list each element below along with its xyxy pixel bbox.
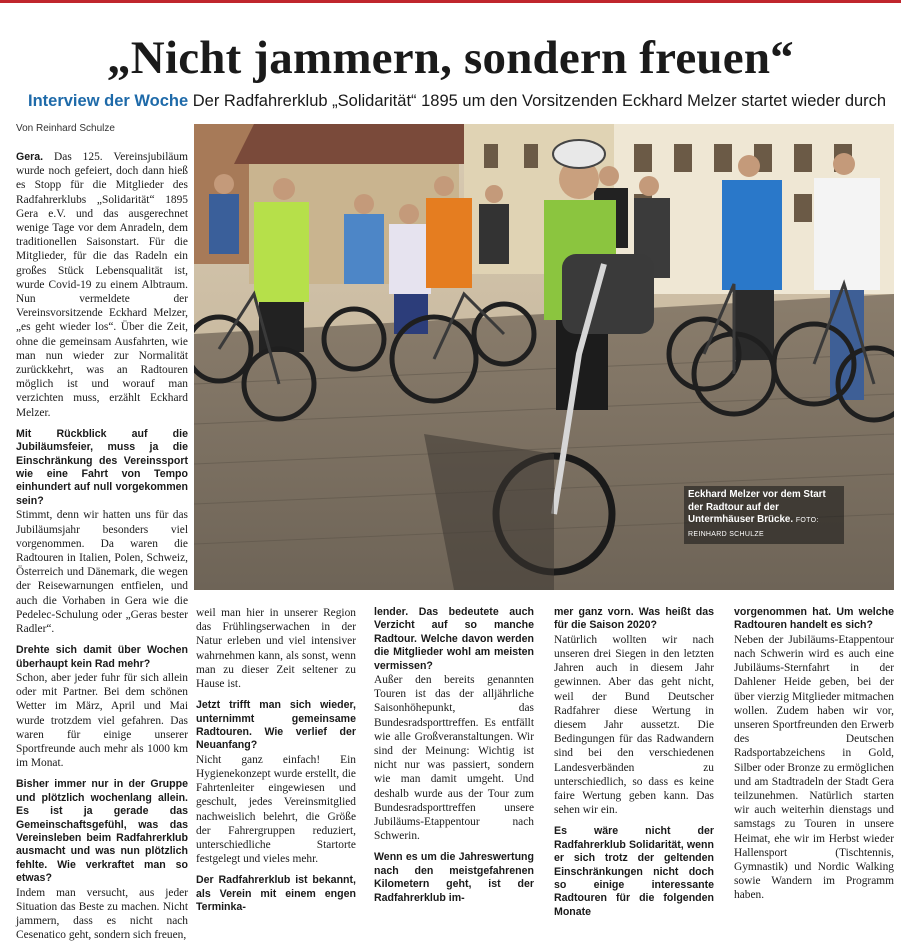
question-6-continued: mer ganz vorn. Was heißt das für die Saison 2020? xyxy=(554,606,714,632)
dateline: Gera. xyxy=(16,151,44,163)
article-column-1 xyxy=(16,150,188,942)
photo-caption xyxy=(684,486,844,544)
answer-4: Nicht ganz einfach! Ein Hygienekonzept wurde erstellt, die Fahrtenleiter eingewiesen und geschult, jedes Vereinsmitglied nachweislich belehrt, die Größe der Fahrergruppen reduziert, unterschiedliche Startorte festgelegt und vieles mehr. xyxy=(196,753,356,866)
question-3: Bisher immer nur in der Gruppe und plötzlich wochenlang allein. Es ist ja gerade das Gemeinschaftsgefühl, was das Vereinsleben beim Radfahrerklub ausmacht und was nun plötzlich fehlte. Wie verkraftet man so etwas? xyxy=(16,778,188,885)
question-5: Der Radfahrerklub ist bekannt, als Verein mit einem engen Terminka- xyxy=(196,874,356,914)
question-5-continued: lender. Das bedeutete auch Verzicht auf so manche Radtour. Welche davon werden die Mitglieder wohl am meisten vermissen? xyxy=(374,606,534,672)
question-4: Jetzt trifft man sich wieder, unternimmt gemeinsame Radtouren. Wie verlief der Neuanfang? xyxy=(196,699,356,752)
subheadline xyxy=(28,90,898,112)
question-2: Drehte sich damit über Wochen überhaupt kein Rad mehr? xyxy=(16,644,188,670)
answer-1: Stimmt, denn wir hatten uns für das Jubiläumsjahr besonders viel vorgenommen. Da waren die Radtouren in Italien, Polen, Schweiz, Österreich und Dänemark, die wegen der Reisewarnungen entfielen, und auch die Vorhaben in Gera wie die Pedelec-Schulung oder „Geras bester Radler“. xyxy=(16,509,188,635)
answer-6: Natürlich wollten wir nach unseren drei Siegen in den letzten Jahren auch in diesem Jahr gewinnen. Aber das geht nicht, weil der Bund Deutscher Radfahrer diese Wertung in diesem Jahr aussetzt. Die Bedingungen für das Radwandern sind bei den verschiedenen Landesverbänden zu unterschiedlich, so dass es keine faire Wertung geben kann. Das sehen wir ein. xyxy=(554,633,714,817)
answer-3: Indem man versucht, aus jeder Situation das Beste zu machen. Nicht jammern, dass es nicht nach Cesenatico geht, sondern sich freuen, xyxy=(16,886,188,942)
question-7: Es wäre nicht der Radfahrerklub Solidarität, wenn er sich trotz der geltenden Einschränkungen nicht doch so einige interessante Radtouren für die folgenden Monate xyxy=(554,825,714,918)
question-1: Mit Rückblick auf die Jubiläumsfeier, muss ja die Einschränkung des Vereinssport wie eine Fahrt von Tempo einhundert auf null vorgekommen sein? xyxy=(16,427,188,507)
byline: Von Reinhard Schulze xyxy=(16,123,115,134)
answer-5: Außer den bereits genannten Touren ist das der alljährliche Saisonhöhepunkt, das Bundesradsporttreffen. Es entfällt wie alle Großveranstaltungen. Wir sind der Meinung: Wichtig ist nicht nur was passiert, sondern wie man damit umgeht. Und deshalb wurde aus der Tour zum Bundesradsporttreffen unsere Jubiläums-Etappentour nach Schwerin. xyxy=(374,674,534,843)
question-7-continued: vorgenommen hat. Um welche Radtouren handelt es sich? xyxy=(734,606,894,632)
article-column-4 xyxy=(554,606,714,919)
article-column-2 xyxy=(196,606,356,915)
kicker-label: Interview der Woche xyxy=(28,92,189,110)
answer-2: Schon, aber jeder fuhr für sich allein oder mit Partner. Bei dem schönen Wetter im März, April und Mai wurde trotzdem viel gefahren. Das waren für einige unserer Sportfreunde auch mehr als 1000 km im Monat. xyxy=(16,671,188,770)
answer-3-continued: weil man hier in unserer Region das Frühlingserwachen in der Natur erleben und viel intensiver wahrnehmen kann, als sonst, wenn man zu dieser Zeit seltener zu Hause ist. xyxy=(196,607,356,691)
top-rule xyxy=(0,0,901,3)
article-column-5 xyxy=(734,606,894,903)
answer-7: Neben der Jubiläums-Etappentour nach Schwerin wird es auch eine Jubiläums-Sternfahrt in der Dahlener Heide geben, bei der über vierzig Mitglieder mitmachen wollen. Zudem haben wir vor, unseren Sportfreunden den Erwerb des Deutschen Radsportabzeichens in Gold, Silber oder Bronze zu ermöglichen und am Stadtradeln der Stadt Gera teilzunehmen. Natürlich starten wir auch weiterhin dienstags und samstags zu Touren in unsere Heimat, ehe wir im Herbst wieder Hallensport (Tischtennis, Gymnastik) und Nordic Walking sowie Wandern im Programm haben. xyxy=(734,633,894,902)
article-column-3 xyxy=(374,606,534,905)
intro-paragraph: Das 125. Vereinsjubiläum wurde noch gefeiert, doch dann hieß es Stopp für die Mitglieder des Radfahrerklubs „Solidarität“ 1895 Gera e.V. und das ausgerechnet wenige Tage vor dem Anradeln, dem traditionellen Saisonstart. Für die Mitglieder, für die das Radeln ein großes Stück Lebensqualität ist, wurde Covid-19 zu einem Albtraum. Nun vermeldete der Vereinsvorsitzende Eckhard Melzer, „es geht wieder los“. Über die Zeit, ohne die gemeinsam Ausfahrten, wie man nun wieder zur Normalität zurückkehrt, was an Radtouren möglich ist und worauf man verzichten muss, erzählt Eckhard Melzer. xyxy=(16,151,188,419)
caption-text: Eckhard Melzer vor dem Start der Radtour auf der Untermhäuser Brücke. xyxy=(688,489,826,526)
subhead-text: Der Radfahrerklub „Solidarität“ 1895 um den Vorsitzenden Eckhard Melzer startet wieder durch xyxy=(192,92,887,110)
headline: „Nicht jammern, sondern freuen“ xyxy=(107,32,794,84)
photo-credit: FOTO: REINHARD SCHULZE xyxy=(688,517,819,538)
question-6: Wenn es um die Jahreswertung nach den meistgefahrenen Kilometern geht, ist der Radfahrerklub im- xyxy=(374,851,534,904)
